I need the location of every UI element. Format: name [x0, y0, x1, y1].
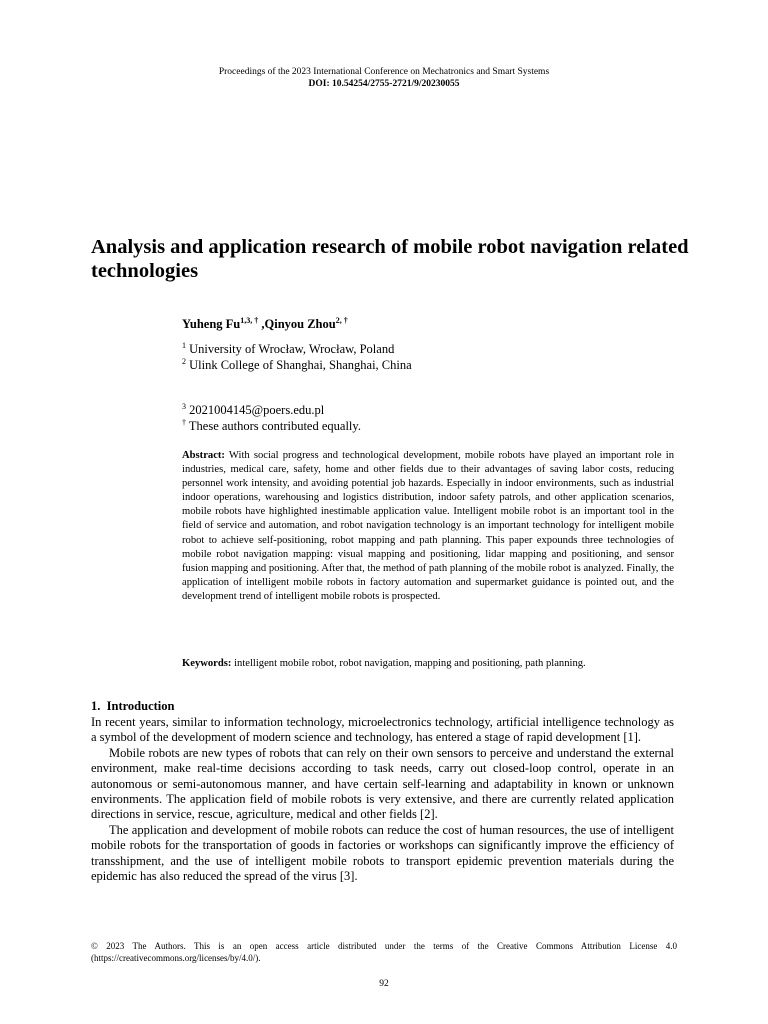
affiliation-marker: 1 — [182, 341, 186, 350]
author-superscript: 2, † — [335, 316, 348, 325]
section-number: 1. — [91, 699, 101, 713]
affiliation-text: University of Wrocław, Wrocław, Poland — [189, 342, 395, 356]
email-line — [182, 402, 361, 418]
affiliation-text: Ulink College of Shanghai, Shanghai, China — [189, 358, 412, 372]
license-footer: © 2023 The Authors. This is an open access article distributed under the terms of the Creative Commons Attribution License 4.0 (https://creativecommons.org/licenses/by/4.0/). — [91, 941, 677, 963]
doi-label: DOI: — [308, 78, 330, 89]
keywords — [182, 657, 682, 671]
keywords-label: Keywords: — [182, 658, 232, 669]
abstract — [182, 449, 674, 604]
equal-contribution-text: These authors contributed equally. — [188, 419, 361, 433]
body-paragraph: Mobile robots are new types of robots that can rely on their own sensors to perceive and understand the external environment, make real-time decisions according to task needs, carry out closed-loop control, operate in an autonomous or semi-autonomous manner, and have certain self-learning and adaptability in known or unknown environments. The application field of mobile robots is very extensive, and there are currently related application directions in service, rescue, agriculture, medical and other fields [2]. — [91, 745, 674, 822]
equal-contribution-marker: † — [182, 418, 186, 427]
body-paragraph: The application and development of mobile robots can reduce the cost of human resources, the use of intelligent mobile robots for the transportation of goods in factories or workshops can significantly improve the efficiency of transshipment, and the use of intelligent mobile robots to transport epidemic prevention materials during the epidemic has also reduced the spread of the virus [3]. — [91, 822, 674, 884]
doi-value: 10.54254/2755-2721/9/20230055 — [332, 78, 460, 89]
proceedings-line: Proceedings of the 2023 International Conference on Mechatronics and Smart Systems — [218, 67, 550, 77]
page-number: 92 — [379, 979, 389, 989]
author-name: Qinyou Zhou — [264, 317, 336, 331]
body-paragraph: In recent years, similar to information technology, microelectronics technology, artificial intelligence technology as a symbol of the development of modern science and technology, has entered a stage of rapid development [1]. — [91, 715, 674, 745]
abstract-text: With social progress and technological development, mobile robots have played an important role in industries, medical care, safety, home and other fields due to their advantages of saving labor costs, reducing personnel work intensity, and avoiding potential job hazards. Especially in indoor environments, such as industrial indoor operations, warehousing and logistics distribution, indoor safety patrols, and other application scenarios, mobile robots have highlighted inestimable application value. Intelligent mobile robot is an important tool in the field of service and automation, and robot navigation technology is an important technology for intelligent mobile robot to achieve self-positioning, robot mapping and path planning. This paper expounds three technologies of mobile robot navigation mapping: visual mapping and positioning, lidar mapping and positioning, and sensor fusion mapping and positioning. After that, the method of path planning of the mobile robot is analyzed. Finally, the application of intelligent mobile robots in factory automation and supermarket guidance is pointed out, and the development trend of intelligent mobile robots is prospected. — [182, 450, 674, 602]
author-name: Yuheng Fu — [182, 317, 241, 331]
proceedings-header — [0, 67, 768, 90]
affiliations — [182, 341, 412, 373]
author-separator: , — [258, 317, 265, 331]
section-heading — [91, 699, 174, 714]
affiliation-item — [182, 341, 412, 357]
affiliation-marker: 2 — [182, 357, 186, 366]
introduction-body — [91, 715, 674, 884]
keywords-text: intelligent mobile robot, robot navigation, mapping and positioning, path planning. — [234, 658, 586, 669]
contact-block — [182, 402, 361, 434]
author-superscript: 1,3, † — [240, 316, 259, 325]
author-email[interactable]: 2021004145@poers.edu.pl — [189, 403, 325, 417]
doi-line — [0, 79, 768, 91]
affiliation-item — [182, 357, 412, 373]
abstract-label: Abstract: — [182, 450, 225, 461]
equal-contribution-note — [182, 418, 361, 434]
email-marker: 3 — [182, 402, 186, 411]
paper-title: Analysis and application research of mobile robot navigation related technologies — [91, 236, 689, 282]
author-list — [182, 317, 348, 332]
section-title: Introduction — [106, 699, 175, 713]
